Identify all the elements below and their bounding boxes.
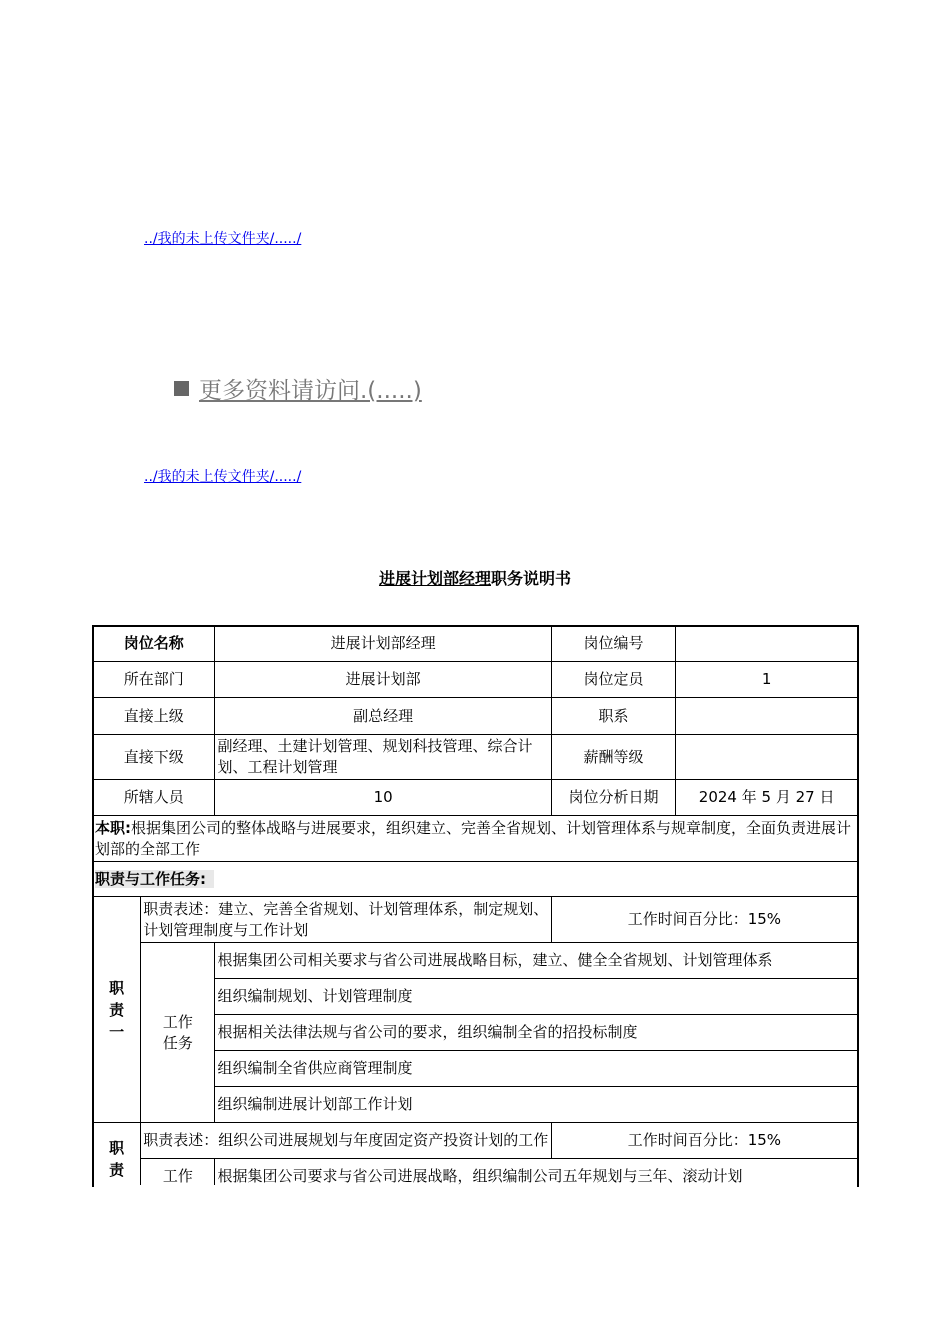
duty2-label-cell — [93, 1123, 141, 1186]
duty1-time-pct: 工作时间百分比：15% — [551, 897, 857, 943]
quota-value: 1 — [676, 662, 858, 698]
superior-value: 副总经理 — [215, 698, 551, 735]
analysis-date-value: 2024 年 5 月 27 日 — [676, 780, 858, 816]
post-name-label: 岗位名称 — [93, 626, 215, 662]
salary-value — [676, 735, 858, 780]
more-resources-link[interactable]: 更多资料请访问.(.....) — [199, 378, 422, 404]
folder-link[interactable]: ../我的未上传文件夹/...../ — [144, 231, 302, 247]
duty1-task-label: 工作任务 — [162, 1012, 193, 1052]
tasks-header — [93, 862, 858, 897]
series-label: 职系 — [551, 698, 675, 735]
square-bullet-icon — [174, 381, 189, 396]
duty1-label: 职责一 — [109, 978, 125, 1041]
duty1-task: 根据集团公司相关要求与省公司进展战略目标，建立、健全全省规划、计划管理体系 — [215, 943, 858, 979]
post-name-value: 进展计划部经理 — [215, 626, 551, 662]
post-no-label: 岗位编号 — [551, 626, 675, 662]
salary-label: 薪酬等级 — [551, 735, 675, 780]
duty1-task: 组织编制全省供应商管理制度 — [215, 1051, 858, 1087]
duty1-task: 组织编制进展计划部工作计划 — [215, 1087, 858, 1123]
duty2-label: 职责 — [109, 1138, 125, 1179]
duty1-task: 根据相关法律法规与省公司的要求，组织编制全省的招投标制度 — [215, 1015, 858, 1051]
duty2-task: 根据集团公司要求与省公司进展战略，组织编制公司五年规划与三年、滚动计划 — [215, 1159, 858, 1186]
series-value — [676, 698, 858, 735]
duty1-label-cell — [93, 897, 141, 1123]
more-resources-banner[interactable] — [174, 372, 422, 405]
staff-value: 10 — [215, 780, 551, 816]
superior-label: 直接上级 — [93, 698, 215, 735]
folder-link[interactable]: ../我的未上传文件夹/...../ — [144, 469, 302, 485]
job-description-table — [92, 625, 858, 1185]
subordinate-value: 副经理、土建计划管理、规划科技管理、综合计划、工程计划管理 — [215, 735, 551, 780]
subordinate-label: 直接下级 — [93, 735, 215, 780]
duty2-task-label: 工作 — [141, 1159, 215, 1186]
duty1-task: 组织编制规划、计划管理制度 — [215, 979, 858, 1015]
analysis-date-label: 岗位分析日期 — [551, 780, 675, 816]
document-title-position: 进展计划部经理 — [378, 569, 491, 588]
duty1-description: 职责表述：建立、完善全省规划、计划管理体系，制定规划、计划管理制度与工作计划 — [141, 897, 552, 943]
duty2-time-pct: 工作时间百分比：15% — [551, 1123, 857, 1159]
staff-label: 所辖人员 — [93, 780, 215, 816]
document-title-suffix: 职务说明书 — [491, 569, 572, 588]
quota-label: 岗位定员 — [551, 662, 675, 698]
duty-summary-text: 根据集团公司的整体战略与进展要求，组织建立、完善全省规划、计划管理体系与规章制度，全面负责进展计划部的全部工作 — [95, 818, 852, 858]
duty-summary — [93, 816, 858, 862]
tasks-header-label: 职责与工作任务: — [95, 870, 214, 888]
duty1-task-label-cell — [141, 943, 215, 1123]
duty-summary-label: 本职: — [95, 818, 131, 837]
post-no-value — [676, 626, 858, 662]
duty2-description: 职责表述：组织公司进展规划与年度固定资产投资计划的工作 — [141, 1123, 552, 1159]
document-title — [0, 566, 950, 589]
dept-label: 所在部门 — [93, 662, 215, 698]
dept-value: 进展计划部 — [215, 662, 551, 698]
